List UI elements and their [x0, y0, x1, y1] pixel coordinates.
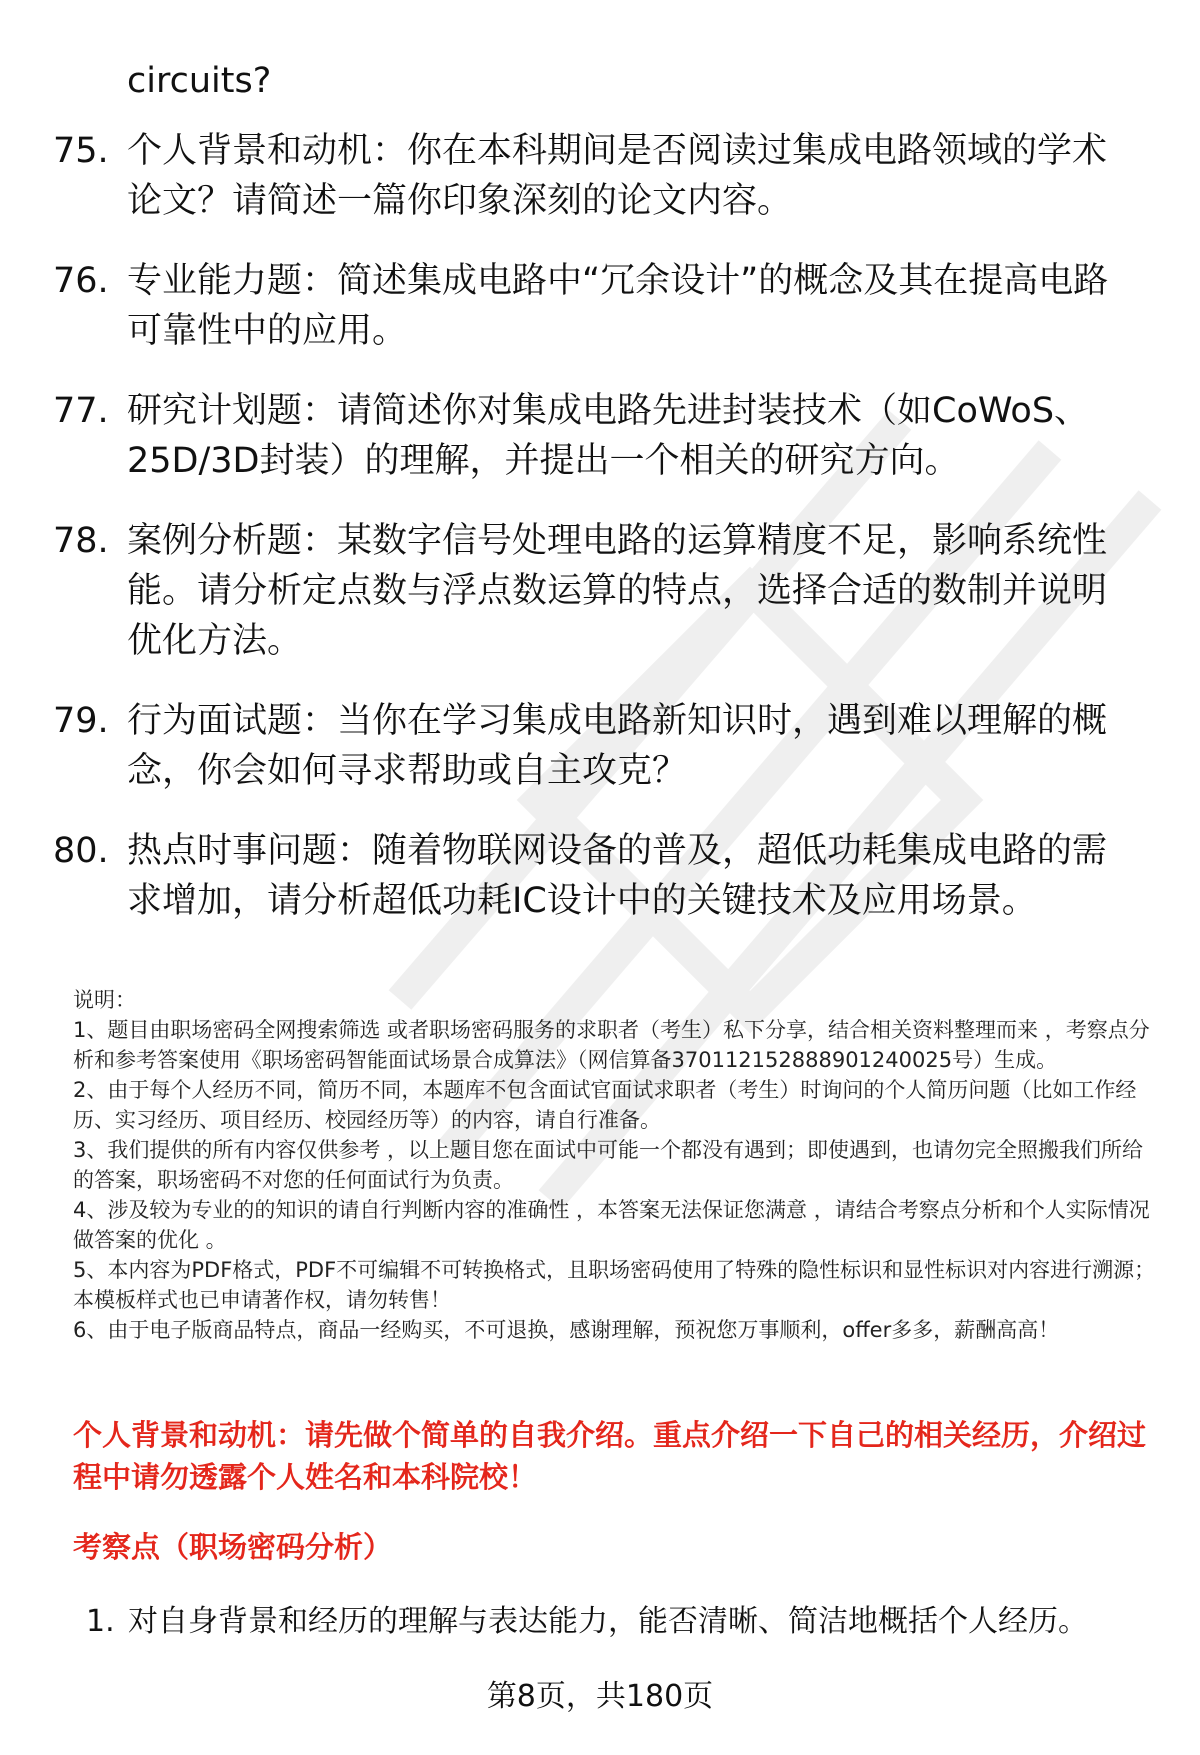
question-text: 研究计划题：请简述你对集成电路先进封装技术（如CoWoS、25D/3D封装）的理解，并提出一个相关的研究方向。 — [127, 391, 1090, 481]
question-number: 79. — [53, 701, 109, 741]
question-number: 80. — [53, 831, 109, 871]
note-item: 1、题目由职场密码全网搜索筛选 或者职场密码服务的求职者（考生）私下分享，结合相关资料整理而来 ，考察点分析和参考答案使用《职场密码智能面试场景合成算法》（网信算备370112152888901240025号）生成。 — [73, 1018, 1150, 1072]
section-title: 考察点（职场密码分析） — [73, 1530, 393, 1564]
analysis-point — [0, 1600, 1200, 1644]
question-item — [0, 826, 1200, 926]
question-list — [0, 126, 1200, 956]
question-item — [0, 386, 1200, 486]
question-number: 77. — [53, 391, 109, 431]
notes-title: 说明： — [73, 988, 136, 1012]
question-number: 75. — [53, 131, 109, 171]
notes-block — [73, 985, 1158, 1345]
question-number: 76. — [53, 261, 109, 301]
question-item — [0, 516, 1200, 666]
point-number: 1. — [86, 1604, 115, 1639]
question-text: 热点时事问题：随着物联网设备的普及，超低功耗集成电路的需求增加，请分析超低功耗IC设计中的关键技术及应用场景。 — [127, 831, 1108, 921]
question-item — [0, 256, 1200, 356]
question-item — [0, 696, 1200, 796]
highlighted-question: 个人背景和动机：请先做个简单的自我介绍。重点介绍一下自己的相关经历，介绍过程中请勿透露个人姓名和本科院校！ — [73, 1418, 1147, 1494]
question-text: 案例分析题：某数字信号处理电路的运算精度不足，影响系统性能。请分析定点数与浮点数运算的特点，选择合适的数制并说明优化方法。 — [127, 521, 1108, 661]
question-continuation: circuits? — [127, 61, 272, 101]
question-number: 78. — [53, 521, 109, 561]
question-text: 专业能力题：简述集成电路中“冗余设计”的概念及其在提高电路可靠性中的应用。 — [127, 261, 1109, 351]
note-item: 4、涉及较为专业的的知识的请自行判断内容的准确性 ，本答案无法保证您满意 ，请结合考察点分析和个人实际情况做答案的优化 。 — [73, 1198, 1150, 1252]
analysis-points — [0, 1600, 1200, 1644]
note-item: 5、本内容为PDF格式，PDF不可编辑不可转换格式，且职场密码使用了特殊的隐性标识和显性标识对内容进行溯源；本模板样式也已申请著作权，请勿转售！ — [73, 1258, 1156, 1312]
note-item: 6、由于电子版商品特点，商品一经购买，不可退换，感谢理解，预祝您万事顺利，offer多多，薪酬高高！ — [73, 1318, 1060, 1342]
page-footer: 第8页，共180页 — [486, 1679, 714, 1714]
question-item — [0, 126, 1200, 226]
note-item: 2、由于每个人经历不同，简历不同，本题库不包含面试官面试求职者（考生）时询问的个人简历问题（比如工作经历、实习经历、项目经历、校园经历等）的内容，请自行准备。 — [73, 1078, 1137, 1132]
question-text: 个人背景和动机：你在本科期间是否阅读过集成电路领域的学术论文？请简述一篇你印象深刻的论文内容。 — [127, 131, 1108, 221]
question-text: 行为面试题：当你在学习集成电路新知识时，遇到难以理解的概念，你会如何寻求帮助或自主攻克？ — [127, 701, 1108, 791]
point-text: 对自身背景和经历的理解与表达能力，能否清晰、简洁地概括个人经历。 — [128, 1604, 1088, 1639]
note-item: 3、我们提供的所有内容仅供参考 ，以上题目您在面试中可能一个都没有遇到；即使遇到，也请勿完全照搬我们所给的答案，职场密码不对您的任何面试行为负责。 — [73, 1138, 1144, 1192]
